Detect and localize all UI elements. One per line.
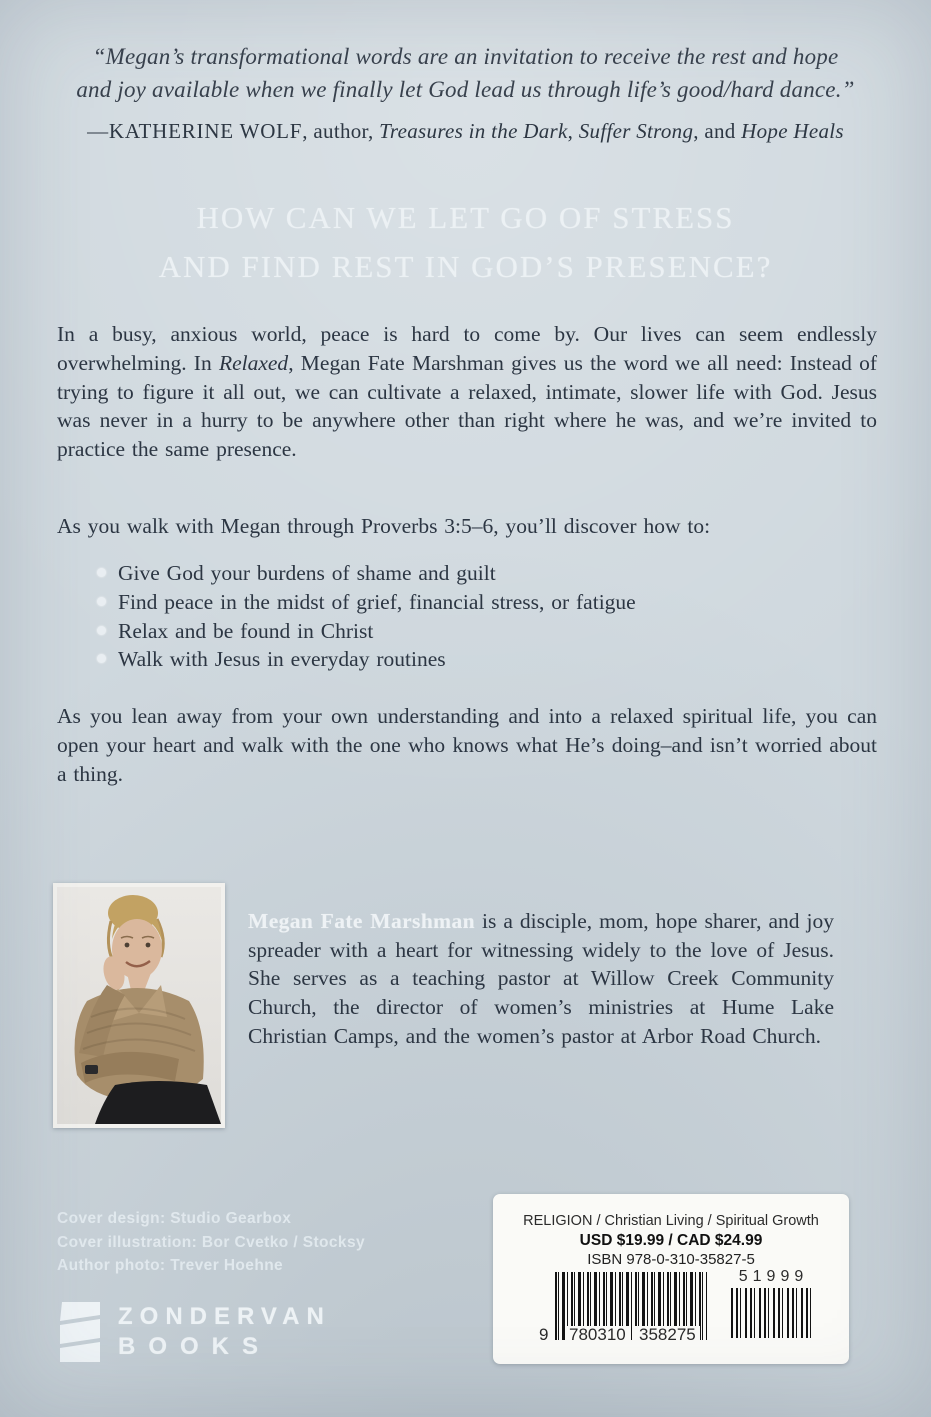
credit-author-photo: Author photo: Trever Hoehne <box>57 1257 284 1274</box>
isbn-text: ISBN 978-0-310-35827-5 <box>587 1251 755 1268</box>
headline <box>40 193 891 291</box>
price-addon-barcode <box>731 1268 811 1338</box>
credit-cover-illustration: Cover illustration: Bor Cvetko / Stocksy <box>57 1233 365 1251</box>
synopsis-text: In a busy, anxious world, peace is hard to come by. Our lives can seem endlessly overwhelming. In <box>57 322 877 375</box>
credit-cover-design: Cover design: Studio Gearbox <box>57 1210 292 1227</box>
headline-line-2: AND FIND REST IN GOD’S PRESENCE? <box>158 249 773 284</box>
bullet-text: Find peace in the midst of grief, financial stress, or fatigue <box>118 589 636 614</box>
bullet-dot-icon <box>97 597 106 606</box>
ean-barcode <box>539 1272 707 1344</box>
endorser-role: , author, <box>302 119 380 143</box>
bullet-dot-icon <box>97 654 106 663</box>
quote-line-1: “Megan’s transformational words are an invitation to receive the rest and hope <box>92 44 839 69</box>
author-bio-text: is a disciple, mom, hope sharer, and joy spreader with a heart for witnessing widely to the love of Jesus. She serves as a teaching pastor at Willow Creek Community Church, the director of women’s ministries at Hume Lake Christian Camps, and the women’s pastor at Arbor Road Church. <box>248 909 834 1048</box>
barcode-panel <box>493 1194 849 1364</box>
list-item <box>99 645 636 674</box>
book-title-2: Suffer Strong <box>578 119 694 143</box>
list-item <box>99 559 636 588</box>
separator: , <box>567 119 579 143</box>
category-text: RELIGION / Christian Living / Spiritual Growth <box>523 1213 819 1229</box>
ean-lead-digit: 9 <box>539 1325 549 1344</box>
author-photo <box>53 883 225 1128</box>
bullet-text: Relax and be found in Christ <box>118 618 374 643</box>
list-item <box>99 588 636 617</box>
quote-line-2: and joy available when we finally let God lead us through life’s good/hard dance.” <box>76 77 855 102</box>
author-bio <box>248 907 834 1051</box>
bullet-dot-icon <box>97 626 106 635</box>
addon-digits: 51999 <box>738 1268 809 1285</box>
endorser-name: —KATHERINE WOLF <box>87 119 303 143</box>
book-title-1: Treasures in the Dark <box>379 119 568 143</box>
list-item <box>99 617 636 646</box>
publisher-name-line-1: ZONDERVAN <box>118 1303 331 1330</box>
ean-digit-group-1: 780310 <box>565 1326 630 1344</box>
bullet-text: Walk with Jesus in everyday routines <box>118 647 446 672</box>
publisher-logo <box>55 1300 331 1364</box>
book-title-relaxed: Relaxed <box>218 350 289 375</box>
synopsis-text: , Megan Fate Marshman gives us the word we all need: Instead of trying to figure it all out, we can cultivate a relaxed, intimate, slower life with God. Jesus was never in a hurry to be anywhere other than right where he was, and we’re invited to practice the same presence. <box>57 350 877 462</box>
ean-digit-group-2: 358275 <box>635 1326 700 1344</box>
synopsis-paragraph-1 <box>57 320 877 464</box>
separator: , and <box>693 119 742 143</box>
ean-barcode-digits <box>539 1325 707 1344</box>
author-photo-illustration <box>57 887 221 1124</box>
endorsement-quote <box>40 40 891 106</box>
synopsis-paragraph-2: As you lean away from your own understanding and into a relaxed spiritual life, you can open your heart and walk with the one who knows what He’s doing–and isn’t worried about a thing. <box>57 704 877 786</box>
publisher-name <box>118 1300 331 1364</box>
endorsement-attribution <box>40 119 891 144</box>
discover-list <box>99 559 636 674</box>
zondervan-books-icon <box>55 1300 105 1364</box>
credits-block <box>57 1207 365 1278</box>
price-text: USD $19.99 / CAD $24.99 <box>579 1232 763 1249</box>
book-title-3: Hope Heals <box>741 119 844 143</box>
addon-barcode-bars <box>731 1288 811 1338</box>
discover-intro: As you walk with Megan through Proverbs 3:5–6, you’ll discover how to: <box>57 514 711 538</box>
bullet-dot-icon <box>97 568 106 577</box>
publisher-name-line-2: BOOKS <box>118 1333 272 1360</box>
author-name: Megan Fate Marshman <box>248 909 475 933</box>
headline-line-1: HOW CAN WE LET GO OF STRESS <box>196 200 735 235</box>
bullet-text: Give God your burdens of shame and guilt <box>118 561 496 585</box>
